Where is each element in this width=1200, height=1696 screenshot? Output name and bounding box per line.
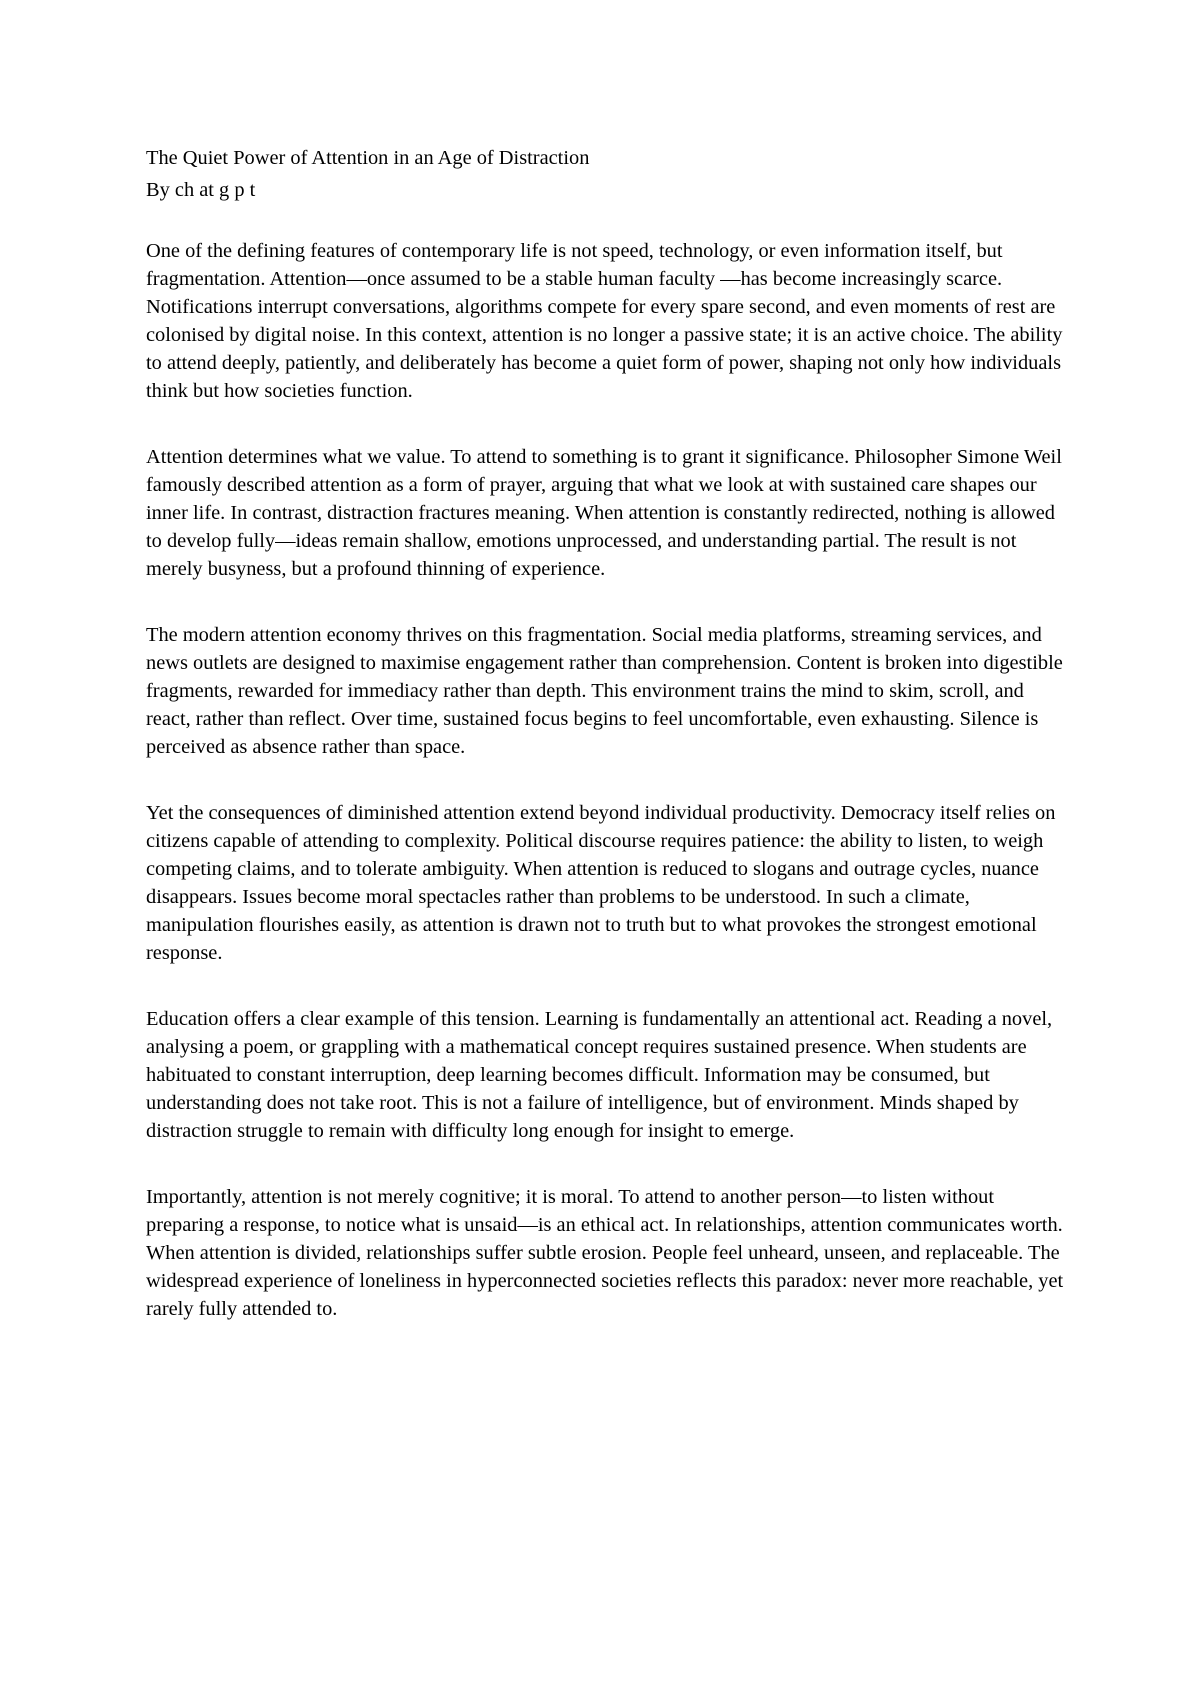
paragraph-3: The modern attention economy thrives on this fragmentation. Social media platforms, streaming services, and news outlets are designed to maximise engagement rather than comprehension. Content is broken into digestible fragments, rewarded for immediacy rather than depth. This environment trains the mind to skim, scroll, and react, rather than reflect. Over time, sustained focus begins to feel uncomfortable, even exhausting. Silence is perceived as absence rather than space. xyxy=(146,624,1063,758)
document-byline: By ch at g p t xyxy=(146,179,256,201)
paragraph-5: Education offers a clear example of this tension. Learning is fundamentally an attentional act. Reading a novel, analysing a poem, or grappling with a mathematical concept requires sustained presence. When students are habituated to constant interruption, deep learning becomes difficult. Information may be consumed, but understanding does not take root. This is not a failure of intelligence, but of environment. Minds shaped by distraction struggle to remain with difficulty long enough for insight to emerge. xyxy=(146,1008,1053,1142)
document-body xyxy=(146,144,1066,1361)
document-title: The Quiet Power of Attention in an Age of Distraction xyxy=(146,147,590,169)
paragraph-6: Importantly, attention is not merely cognitive; it is moral. To attend to another person—to listen without preparing a response, to notice what is unsaid—is an ethical act. In relationships, attention communicates worth. When attention is divided, relationships suffer subtle erosion. People feel unheard, unseen, and replaceable. The widespread experience of loneliness in hyperconnected societies reflects this paradox: never more reachable, yet rarely fully attended to. xyxy=(146,1186,1064,1320)
paragraph-4: Yet the consequences of diminished attention extend beyond individual productivity. Democracy itself relies on citizens capable of attending to complexity. Political discourse requires patience: the ability to listen, to weigh competing claims, and to tolerate ambiguity. When attention is reduced to slogans and outrage cycles, nuance disappears. Issues become moral spectacles rather than problems to be understood. In such a climate, manipulation flourishes easily, as attention is drawn not to truth but to what provokes the strongest emotional response. xyxy=(146,802,1056,964)
paragraph-1: One of the defining features of contemporary life is not speed, technology, or even information itself, but fragmentation. Attention—once assumed to be a stable human faculty —has become increasingly scarce. Notifications interrupt conversations, algorithms compete for every spare second, and even moments of rest are colonised by digital noise. In this context, attention is no longer a passive state; it is an active choice. The ability to attend deeply, patiently, and deliberately has become a quiet form of power, shaping not only how individuals think but how societies function. xyxy=(146,240,1063,402)
paragraph-2: Attention determines what we value. To attend to something is to grant it significance. Philosopher Simone Weil famously described attention as a form of prayer, arguing that what we look at with sustained care shapes our inner life. In contrast, distraction fractures meaning. When attention is constantly redirected, nothing is allowed to develop fully—ideas remain shallow, emotions unprocessed, and understanding partial. The result is not merely busyness, but a profound thinning of experience. xyxy=(146,446,1062,580)
